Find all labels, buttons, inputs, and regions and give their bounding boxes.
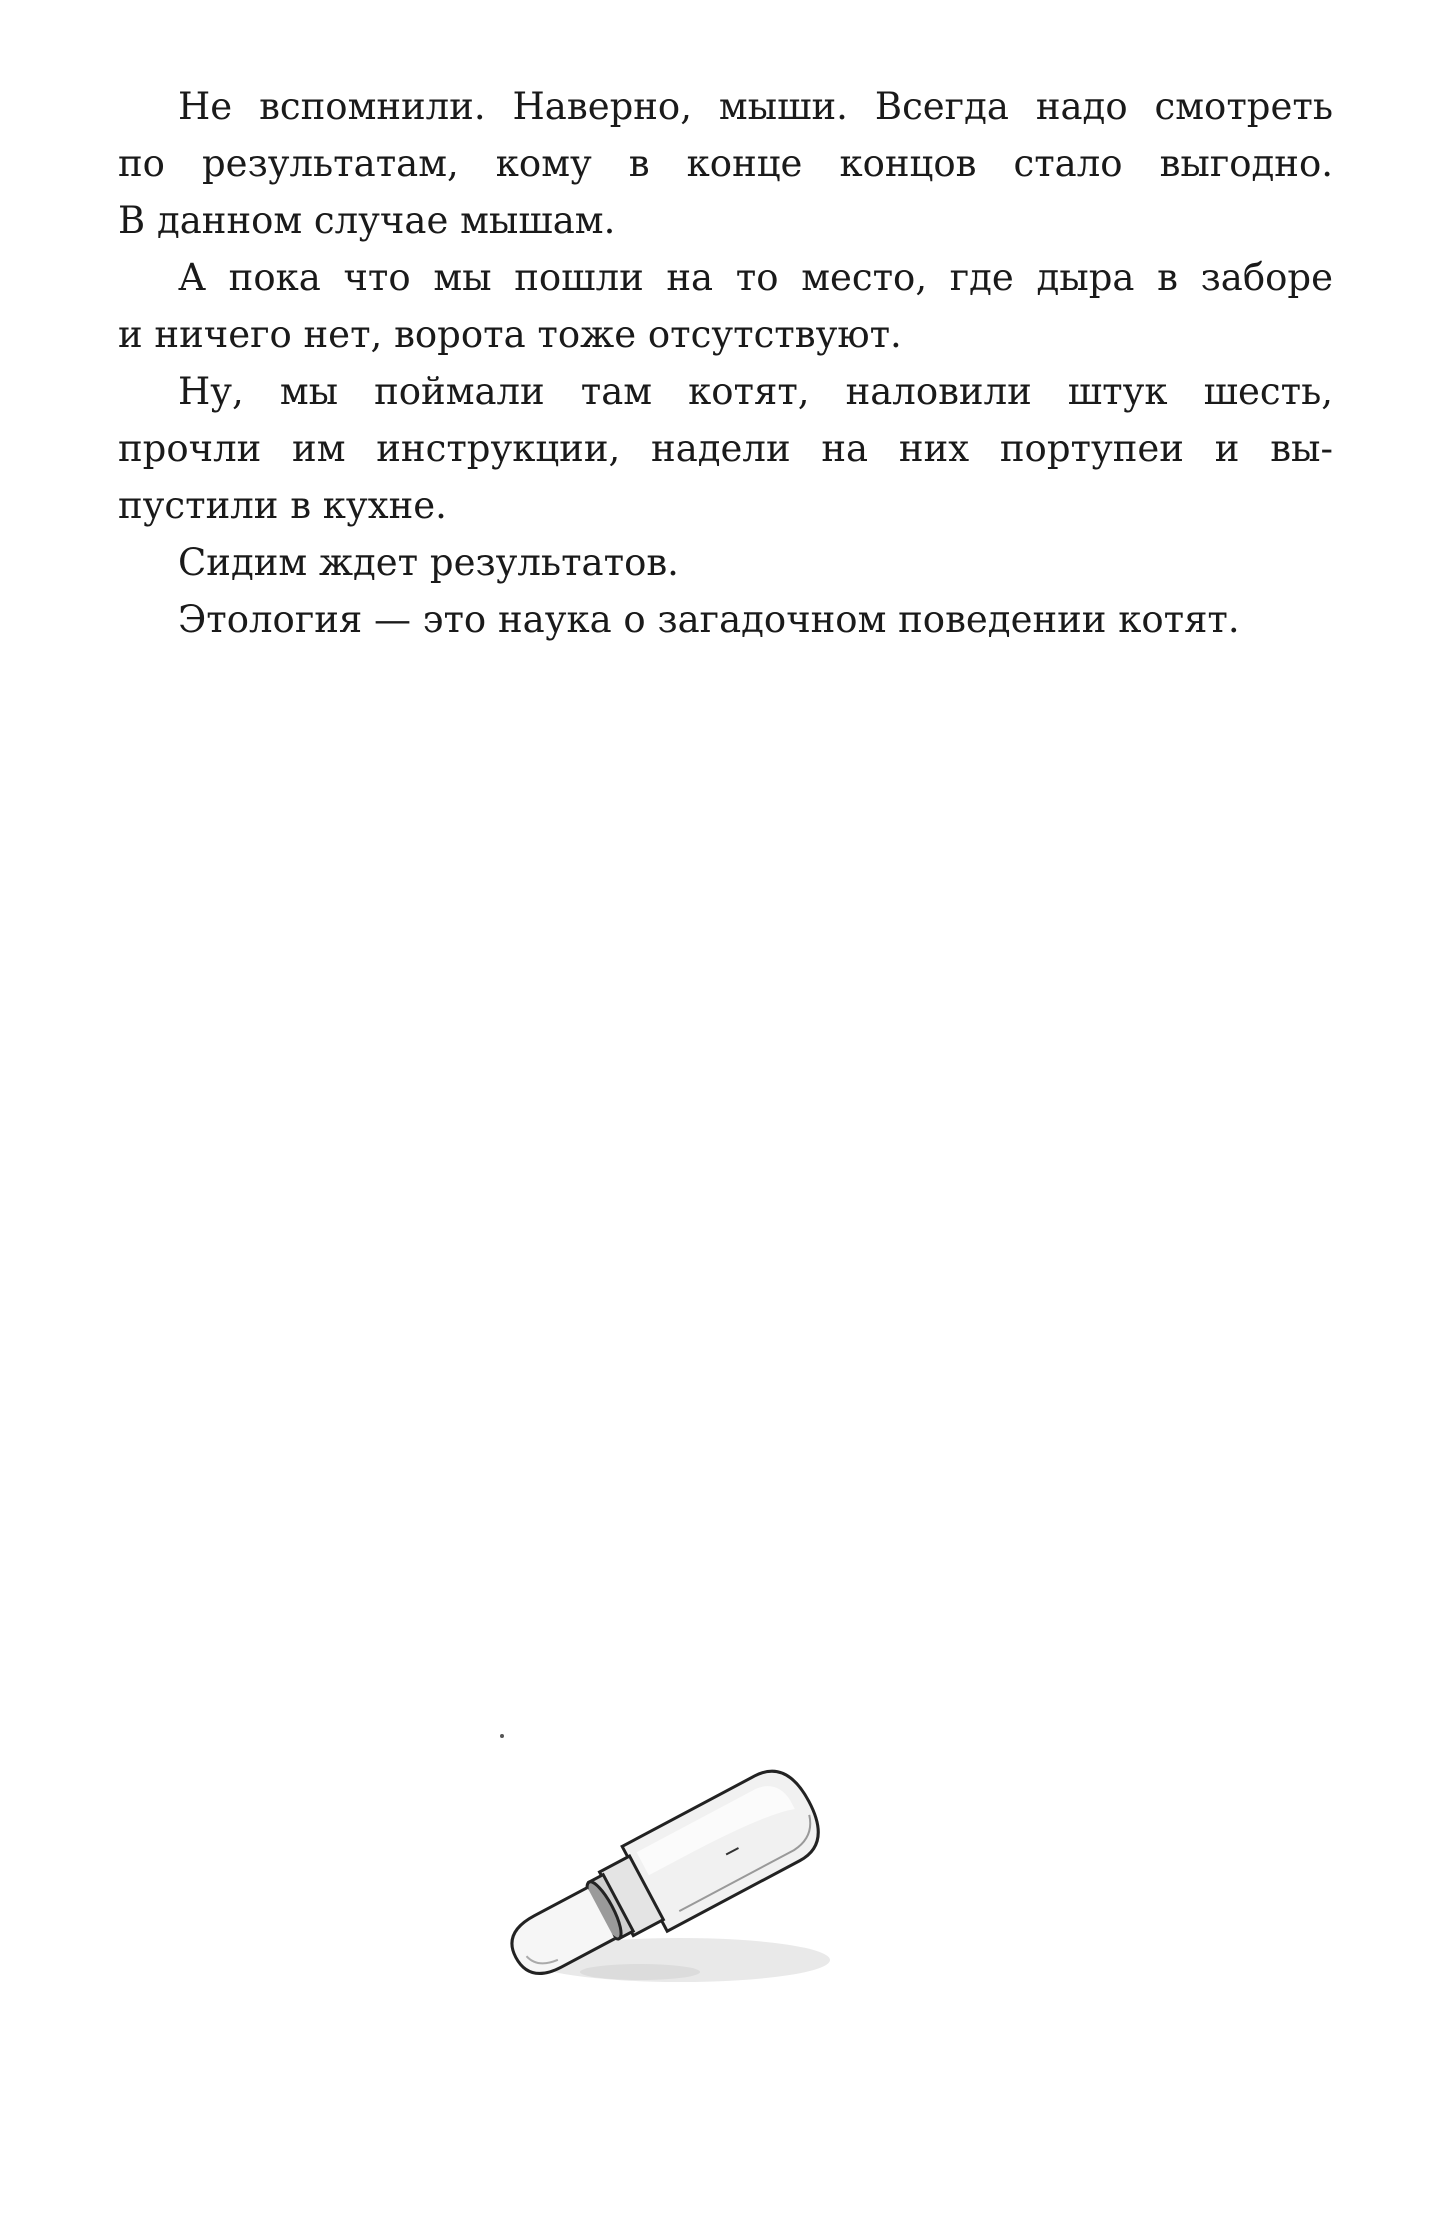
paragraph-5: [118, 591, 1333, 648]
text-line: пустили в кухне.: [118, 484, 447, 527]
text-line: Не вспомнили. Наверно, мыши. Всегда надо смотреть: [178, 85, 1333, 128]
paragraph-4: [118, 534, 1333, 591]
text-line: В данном случае мышам.: [118, 199, 616, 242]
text-line: Этология — это наука о загадочном поведении котят.: [178, 598, 1240, 641]
paragraph-3: [118, 363, 1333, 534]
text-line: Ну, мы поймали там котят, наловили штук шесть,: [178, 370, 1333, 413]
body-text: [118, 78, 1333, 648]
text-line: А пока что мы пошли на то место, где дыра в заборе: [178, 256, 1333, 299]
text-line: прочли им инструкции, надели на них портупеи и вы-: [118, 427, 1333, 470]
paragraph-1: [118, 78, 1333, 249]
text-line: Сидим ждет результатов.: [178, 541, 679, 584]
text-line: и ничего нет, ворота тоже отсутствуют.: [118, 313, 902, 356]
paragraph-2: [118, 249, 1333, 363]
tipped-bottle-icon: [490, 1710, 870, 2010]
text-line: по результатам, кому в конце концов стало выгодно.: [118, 142, 1333, 185]
